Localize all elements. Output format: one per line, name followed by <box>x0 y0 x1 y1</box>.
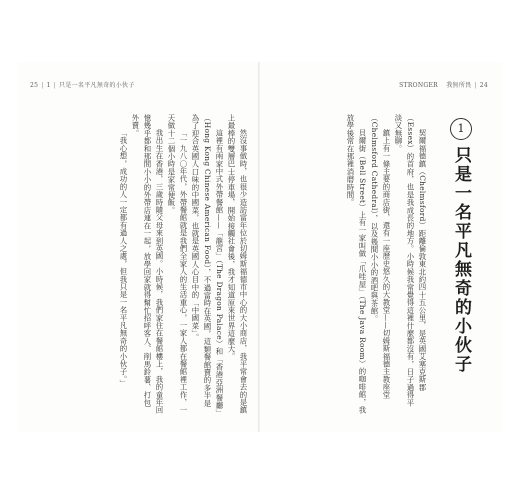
left-running-head: 25 | 1 | 只是一名平凡無奇的小伙子 <box>30 82 135 89</box>
book-spread <box>0 62 520 432</box>
right-book-title: 我無所畏 <box>446 82 472 89</box>
chapter-number-badge: 1 <box>450 118 472 140</box>
left-paragraph-3: 「一九八〇年代，外帶餐館就是我們全家人的生活重心，一家人都在餐館裡工作，一天做十二個小時是家常便飯。 <box>167 114 188 414</box>
right-body-text <box>278 114 428 414</box>
right-brand: STRONGER <box>399 82 438 89</box>
left-paragraph-4: 我出生在香港，三歲時隨父母來到英國。小時候，我們家住在餐館樓上，我的童年回憶幾乎都和那間小小的外帶店連在一起，放學回家就得幫忙招呼客人、削馬鈴薯、打包外賣。 <box>131 114 164 414</box>
left-paragraph-1: 然沒事做時，也很少造訪當年位於切姆斯福德市中心的大小商店，我平常會去的是鎮上最棒的雙層巴士停車場，開始接觸社會後，我才知道原來世界這麼大。 <box>227 114 248 414</box>
left-page <box>18 62 259 432</box>
right-page-number: 24 <box>479 82 488 89</box>
left-paragraph-5: 「我心想，成功的人一定都有過人之處，但我只是一名平凡無奇的小伙子。」 <box>119 128 128 387</box>
left-body-text <box>29 114 249 414</box>
left-paragraph-2: 這裡有兩家中式外帶餐館——「龍宮」（The Dragon Palace）和「香港亞洲餐廳」（Hong Kong Chinese American Food），不過當時在英國，這類餐館賣的多半是為了迎合英國人口味的中國菜，也就是英國人心目中的「中國菜」。 <box>191 114 224 413</box>
left-chapter-title: 只是一名平凡無奇的小伙子 <box>59 82 135 89</box>
left-page-number: 25 <box>30 82 39 89</box>
right-paragraph-2: 鎮上有一條主要的商店街，還有一座歷史悠久的大教堂——切姆斯福德主教座堂（Chelmsford Cathedral），以及幾間小小的酒吧與茶館。 <box>370 114 391 399</box>
right-running-head: STRONGER 我無所畏 | 24 <box>399 82 488 89</box>
chapter-title: 只是一名平凡無奇的小伙子 <box>451 146 471 374</box>
right-paragraph-1: 契爾福德鎮（Chelmsford）距離倫敦東北約四十五公里，是英國艾塞克斯郡（Essex）的首府，也是我成長的地方。小時候我常覺得這裡什麼都沒有，日子過得平淡又無聊。 <box>394 114 427 407</box>
right-paragraph-3: 貝爾街（Bell Street）上有一家叫做「爪哇屋」（The Java Room）的咖啡館，我放學後常在那裡消磨時間。 <box>346 114 367 414</box>
left-chapter-number: 1 <box>46 82 51 89</box>
right-page <box>260 62 502 432</box>
